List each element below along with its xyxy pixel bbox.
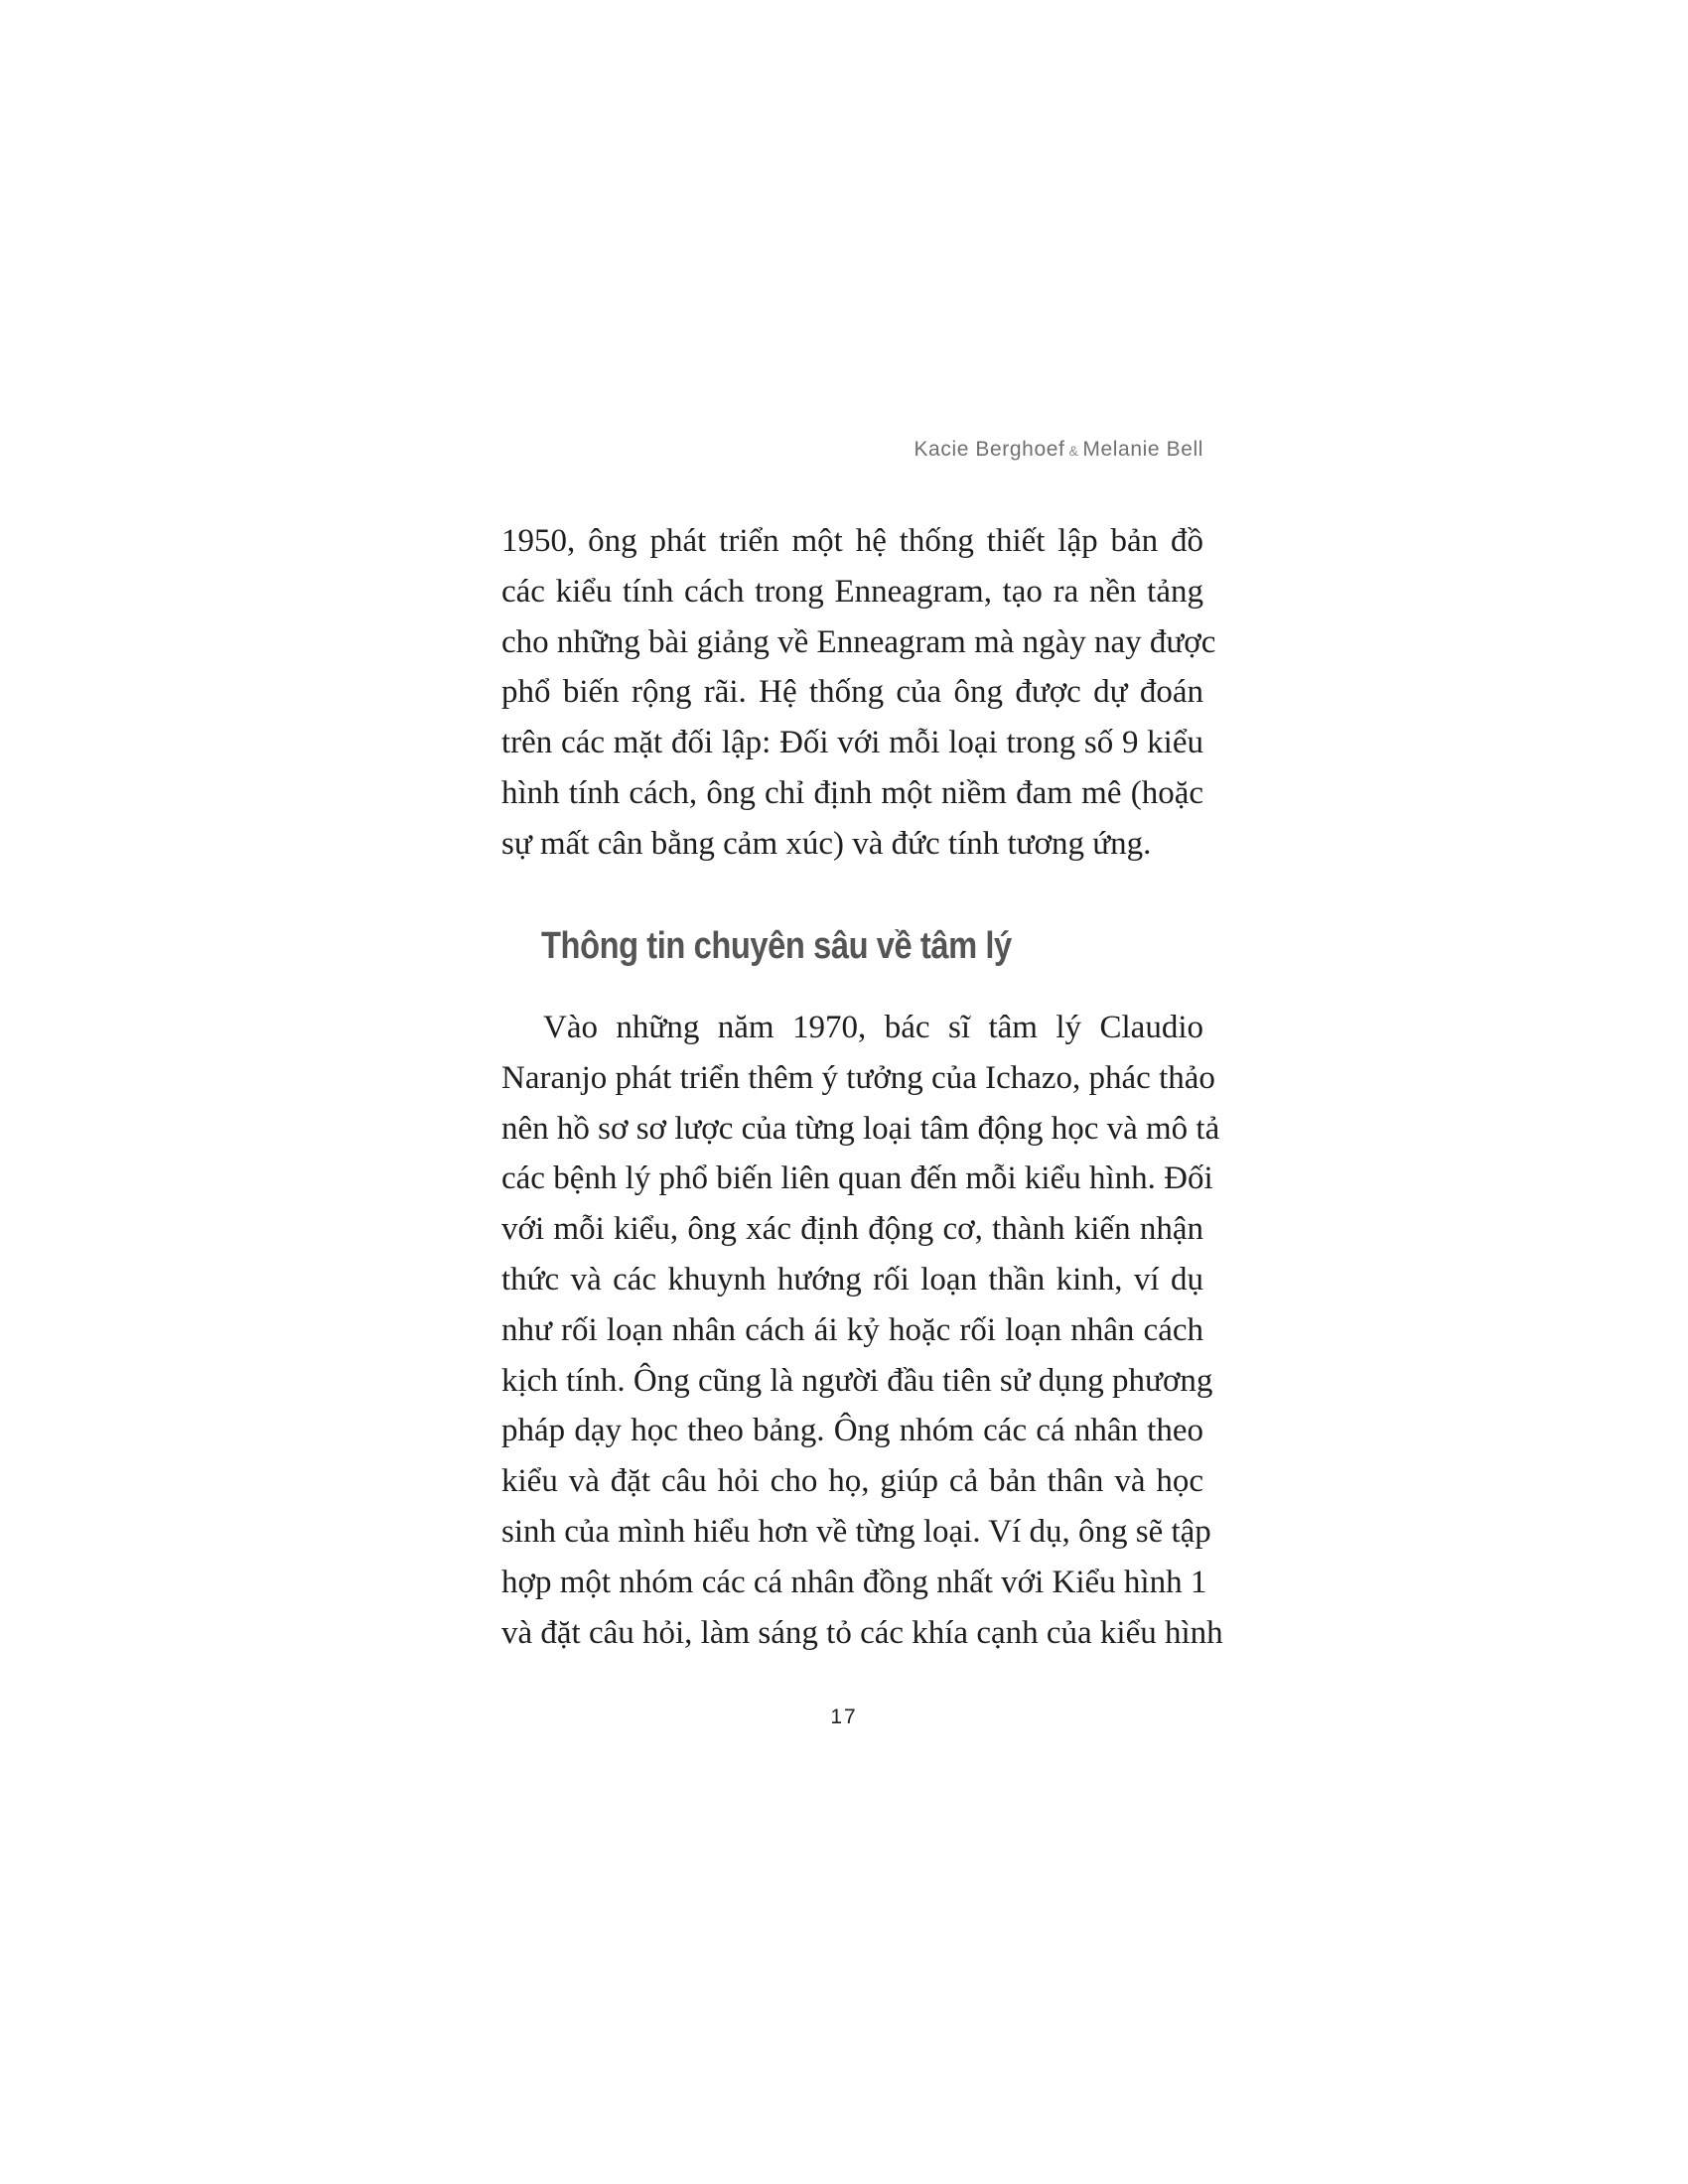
- text-line: sinh của mình hiểu hơn về từng loại. Ví dụ, ông sẽ tập: [501, 1513, 1211, 1550]
- page-number: 17: [830, 1706, 858, 1728]
- text-line: phổ biến rộng rãi. Hệ thống của ông được dự đoán: [501, 674, 1203, 711]
- section-heading: Thông tin chuyên sâu về tâm lý: [541, 925, 1012, 967]
- text-line: hình tính cách, ông chỉ định một niềm đam mê (hoặc: [501, 774, 1203, 811]
- text-line: kịch tính. Ông cũng là người đầu tiên sử dụng phương: [501, 1362, 1213, 1399]
- author-name-2: Melanie Bell: [1082, 438, 1203, 461]
- text-line: Vào những năm 1970, bác sĩ tâm lý Claudio: [543, 1010, 1203, 1045]
- text-line: và đặt câu hỏi, làm sáng tỏ các khía cạnh của kiểu hình: [501, 1614, 1223, 1651]
- text-line: sự mất cân bằng cảm xúc) và đức tính tương ứng.: [501, 825, 1152, 862]
- body-paragraph-1: [501, 516, 1216, 870]
- running-head: [914, 437, 1203, 464]
- text-line: hợp một nhóm các cá nhân đồng nhất với Kiểu hình 1: [501, 1564, 1207, 1600]
- text-line: như rối loạn nhân cách ái kỷ hoặc rối loạn nhân cách: [501, 1311, 1203, 1348]
- author-name-1: Kacie Berghoef: [914, 438, 1065, 461]
- text-line: cho những bài giảng về Enneagram mà ngày nay được: [501, 623, 1216, 660]
- text-line: trên các mặt đối lập: Đối với mỗi loại trong số 9 kiểu: [501, 725, 1203, 761]
- text-line: các bệnh lý phổ biến liên quan đến mỗi kiểu hình. Đối: [501, 1160, 1213, 1197]
- text-line: với mỗi kiểu, ông xác định động cơ, thành kiến nhận: [501, 1211, 1203, 1248]
- text-line: pháp dạy học theo bảng. Ông nhóm các cá nhân theo: [501, 1413, 1203, 1449]
- ampersand: &: [1068, 443, 1079, 459]
- text-line: kiểu và đặt câu hỏi cho họ, giúp cả bản thân và học: [501, 1463, 1203, 1500]
- text-line: Naranjo phát triển thêm ý tưởng của Ichazo, phác thảo: [501, 1059, 1215, 1096]
- text-line: nên hồ sơ sơ lược của từng loại tâm động học và mô tả: [501, 1110, 1220, 1147]
- text-line: 1950, ông phát triển một hệ thống thiết lập bản đồ: [501, 523, 1203, 559]
- text-line: thức và các khuynh hướng rối loạn thần kinh, ví dụ: [501, 1261, 1203, 1297]
- body-paragraph-2: [501, 1003, 1223, 1658]
- text-line: các kiểu tính cách trong Enneagram, tạo ra nền tảng: [501, 573, 1203, 610]
